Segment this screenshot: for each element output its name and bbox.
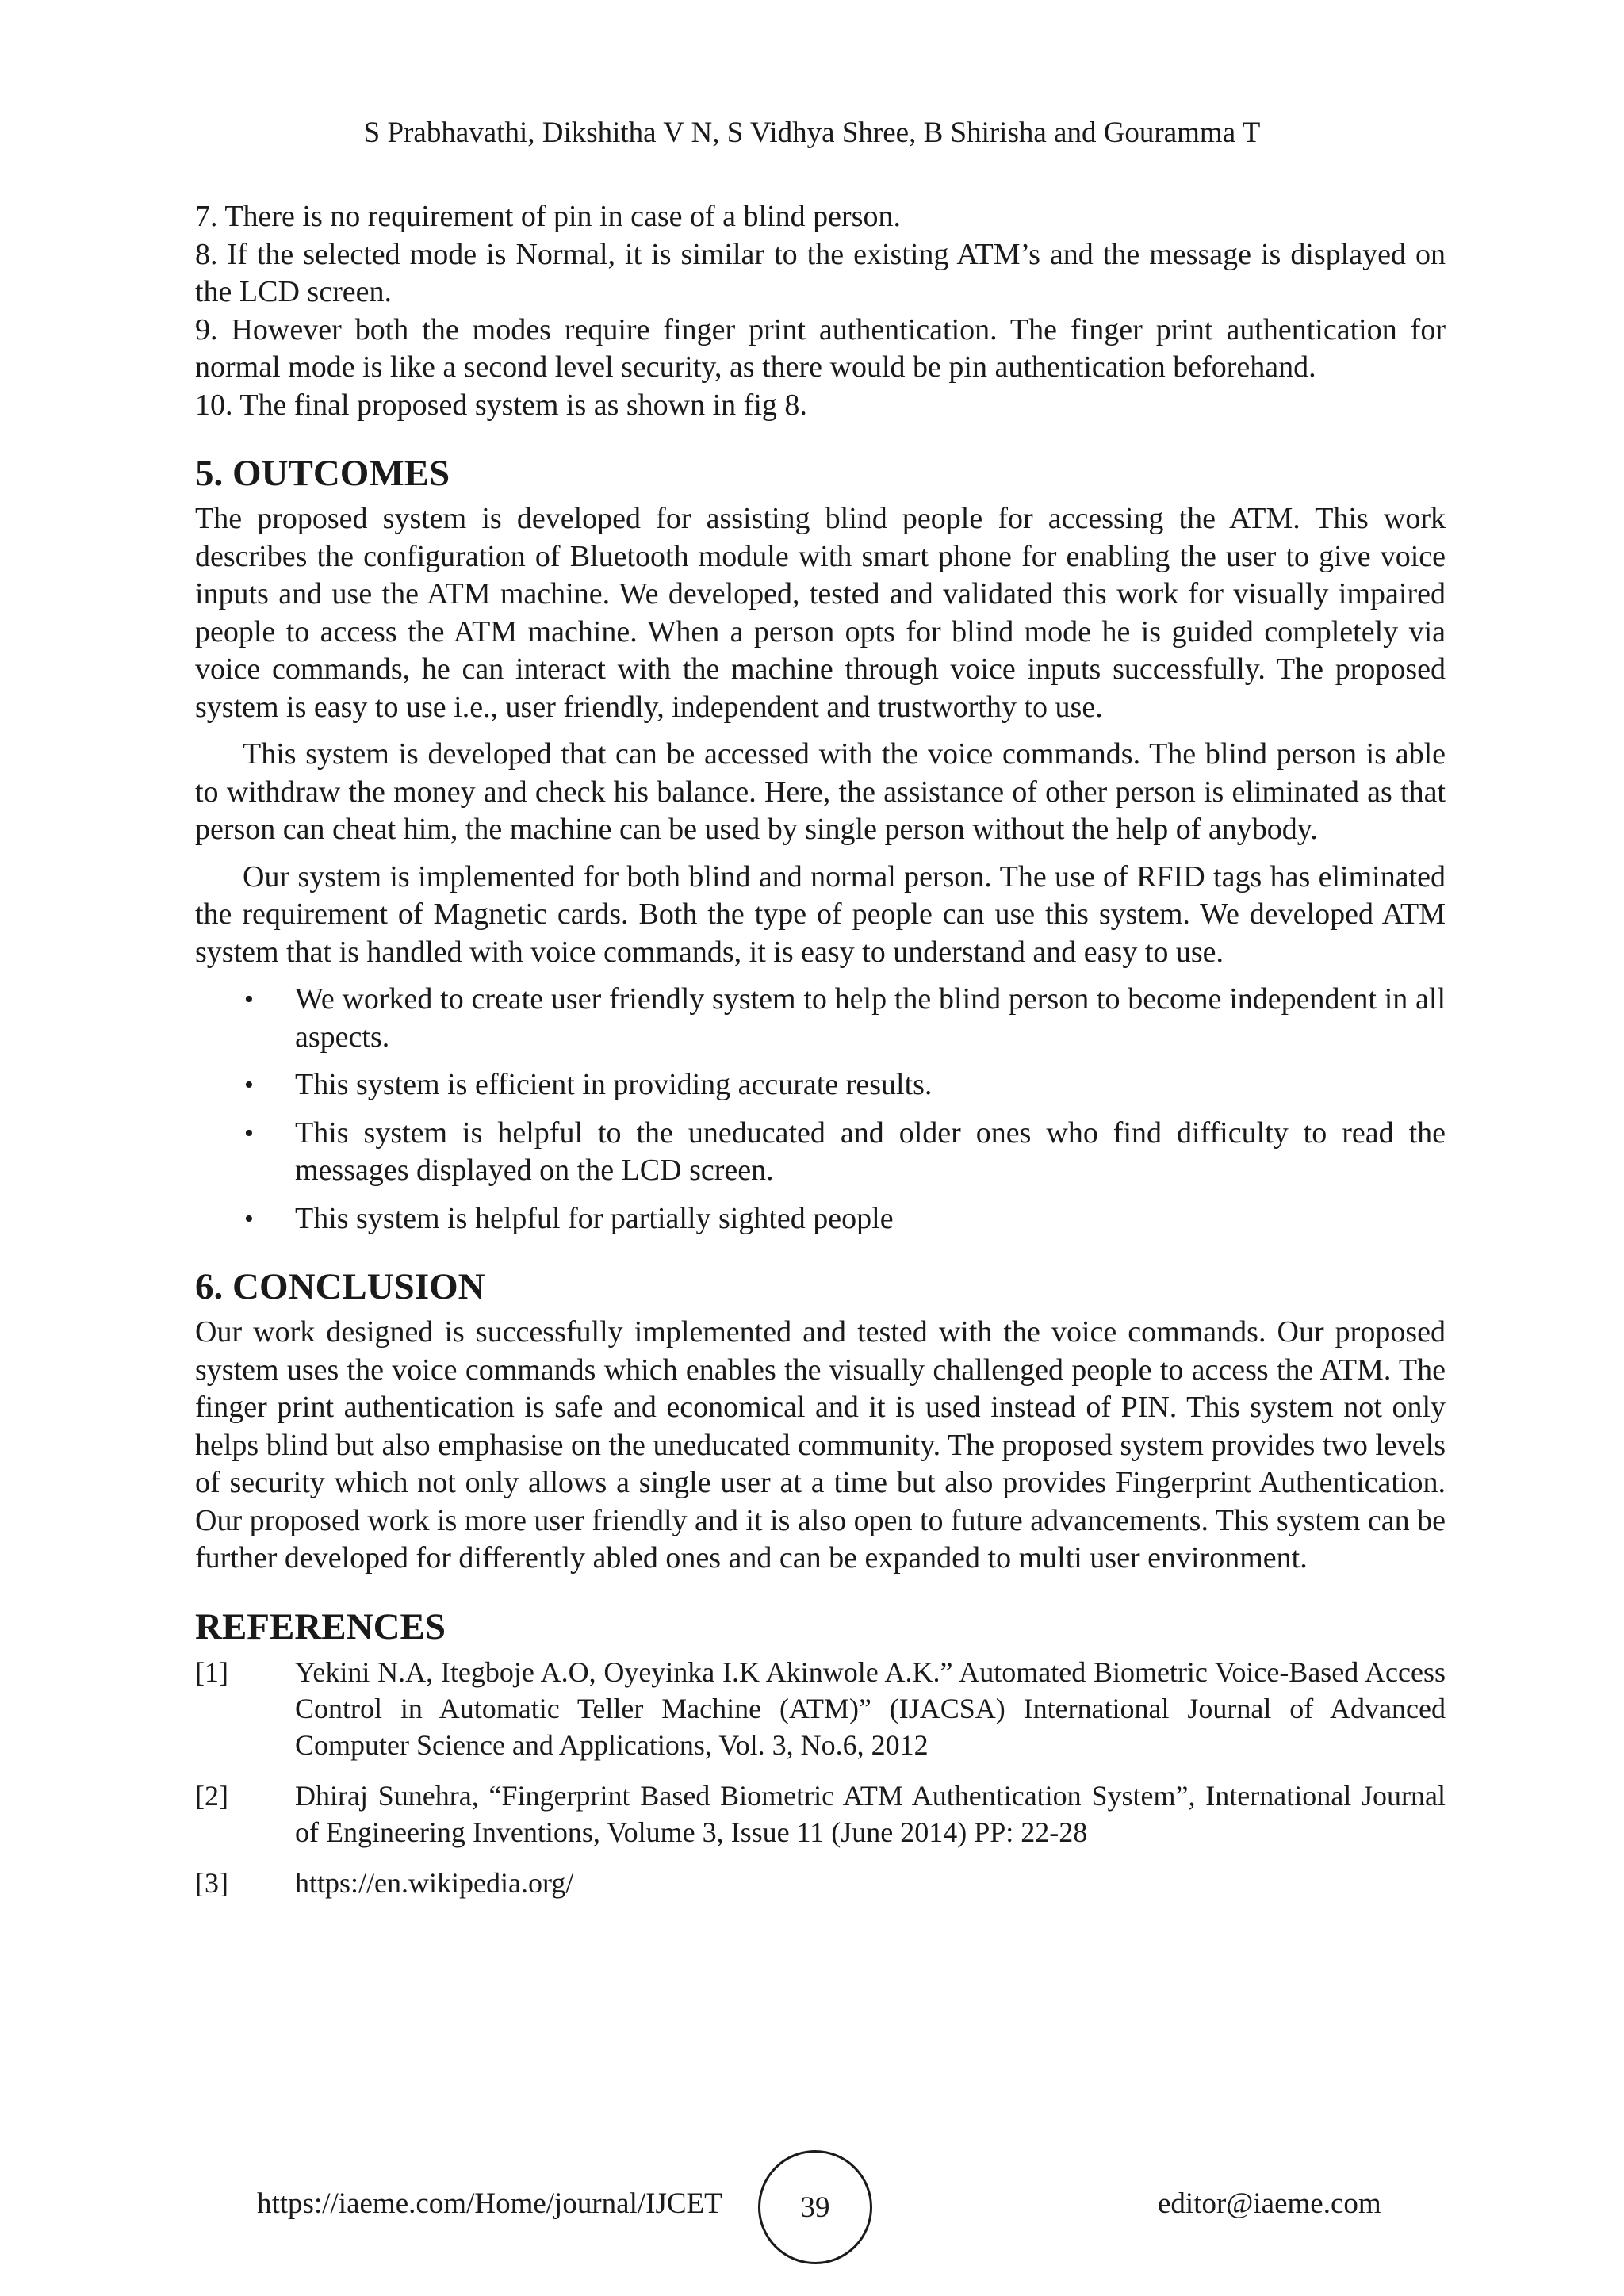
outcomes-bullet-list <box>195 981 1446 1238</box>
reference-item <box>195 1654 1446 1763</box>
page-number-circle <box>758 2150 872 2264</box>
bullet-item <box>195 981 1446 1056</box>
bullet-icon: • <box>244 985 254 1014</box>
outcomes-paragraph-3: Our system is implemented for both blind and normal person. The use of RFID tags has eliminated the requirement of Magnetic cards. Both the type of people can use this system. We developed ATM system that is handled with voice commands, it is easy to understand and easy to use. <box>195 859 1446 969</box>
numbered-item: 7. There is no requirement of pin in case of a blind person. <box>195 200 901 233</box>
main-content <box>195 198 1446 1915</box>
conclusion-paragraph: Our work designed is successfully implemented and tested with the voice commands. Our proposed system uses the voice commands which enables the visually challenged people to access the ATM. The finger print authentication is safe and economical and it is used instead of PIN. This system not only helps blind but also emphasise on the uneducated community. The proposed system provides two levels of security which not only allows a single user at a time but also provides Fingerprint Authentication. Our proposed work is more user friendly and it is also open to future advancements. This system can be further developed for differently abled ones and can be expanded to multi user environment. <box>195 1315 1446 1575</box>
bullet-item <box>195 1200 1446 1238</box>
reference-list <box>195 1654 1446 1901</box>
bullet-text: This system is helpful to the uneducated and older ones who find difficulty to read the messages displayed on the LCD screen. <box>295 1115 1446 1187</box>
bullet-icon: • <box>244 1118 254 1148</box>
page-number: 39 <box>800 2191 830 2224</box>
reference-link[interactable]: https://en.wikipedia.org/ <box>295 1866 574 1899</box>
numbered-list <box>195 198 1446 424</box>
bullet-icon: • <box>244 1203 254 1234</box>
page-footer <box>0 2150 1624 2253</box>
running-head: S Prabhavathi, Dikshitha V N, S Vidhya Shree, B Shirisha and Gouramma T <box>363 117 1261 149</box>
numbered-item: 8. If the selected mode is Normal, it is similar to the existing ATM’s and the message is displayed on the LCD screen. <box>195 237 1446 308</box>
editor-email-link[interactable]: editor@iaeme.com <box>1158 2187 1381 2220</box>
bullet-item <box>195 1066 1446 1104</box>
outcomes-paragraph-1: The proposed system is developed for assisting blind people for accessing the ATM. This work describes the configuration of Bluetooth module with smart phone for enabling the user to give voice inputs and use the ATM machine. We developed, tested and validated this work for visually impaired people to access the ATM machine. When a person opts for blind mode he is guided completely via voice commands, he can interact with the machine through voice inputs successfully. The proposed system is easy to use i.e., user friendly, independent and trustworthy to use. <box>195 502 1446 724</box>
reference-item <box>195 1777 1446 1850</box>
reference-item <box>195 1865 1446 1901</box>
reference-text: Dhiraj Sunehra, “Fingerprint Based Biometric ATM Authentication System”, International Journal of Engineering Inventions, Volume 3, Issue 11 (June 2014) PP: 22-28 <box>295 1779 1446 1848</box>
bullet-text: This system is helpful for partially sighted people <box>295 1201 894 1235</box>
reference-text: Yekini N.A, Itegboje A.O, Oyeyinka I.K Akinwole A.K.” Automated Biometric Voice-Based Access Control in Automatic Teller Machine (ATM)” (IJACSA) International Journal of Advanced Computer Science and Applications, Vol. 3, No.6, 2012 <box>295 1655 1446 1761</box>
bullet-text: We worked to create user friendly system to help the blind person to become independent in all aspects. <box>295 982 1446 1054</box>
bullet-item <box>195 1115 1446 1190</box>
reference-number: [1] <box>195 1655 228 1688</box>
conclusion-heading: 6. CONCLUSION <box>195 1266 485 1307</box>
references-heading: REFERENCES <box>195 1605 446 1647</box>
bullet-text: This system is efficient in providing accurate results. <box>295 1068 933 1101</box>
outcomes-paragraph-2: This system is developed that can be accessed with the voice commands. The blind person is able to withdraw the money and check his balance. Here, the assistance of other person is eliminated as that person can cheat him, the machine can be used by single person without the help of anybody. <box>195 737 1446 846</box>
journal-url-link[interactable]: https://iaeme.com/Home/journal/IJCET <box>257 2187 722 2220</box>
numbered-item: 9. However both the modes require finger print authentication. The finger print authentication for normal mode is like a second level security, as there would be pin authentication beforehand. <box>195 312 1446 384</box>
outcomes-heading: 5. OUTCOMES <box>195 453 450 494</box>
bullet-icon: • <box>244 1070 254 1100</box>
numbered-item: 10. The final proposed system is as shown in fig 8. <box>195 388 807 422</box>
reference-number: [2] <box>195 1779 228 1812</box>
reference-number: [3] <box>195 1866 228 1899</box>
